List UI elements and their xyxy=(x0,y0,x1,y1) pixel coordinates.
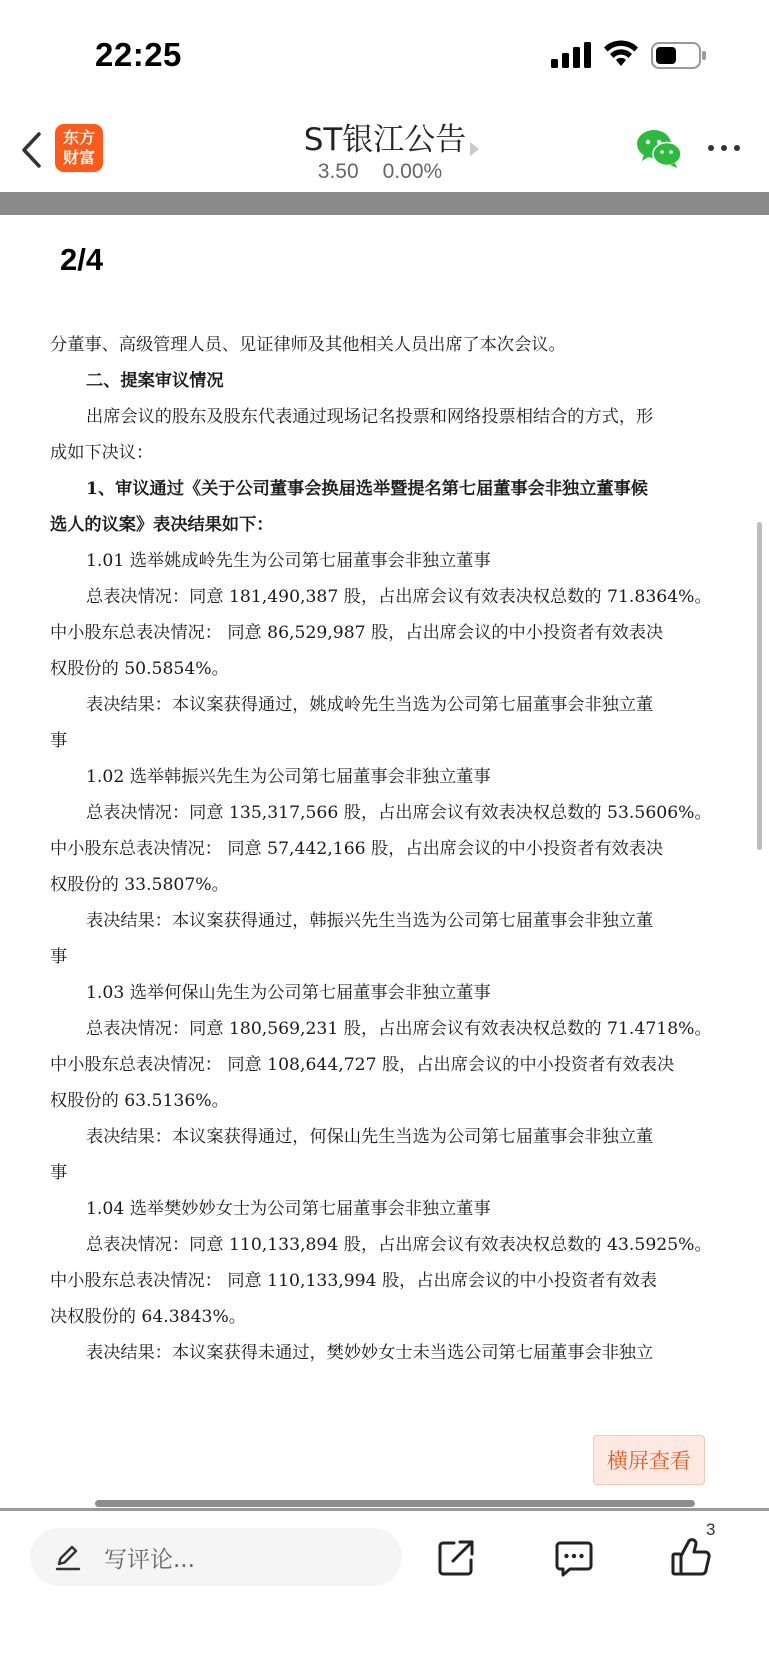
doc-line: 中小股东总表决情况： 同意 86,529,987 股，占出席会议的中小投资者有效表决 xyxy=(50,623,664,643)
doc-line: 决权股份的 64.3843%。 xyxy=(50,1307,246,1327)
doc-line: 事 xyxy=(50,1163,68,1183)
dot-icon xyxy=(721,145,727,151)
vertical-scrollbar[interactable] xyxy=(757,522,762,850)
doc-line: 出席会议的股东及股东代表通过现场记名投票和网络投票相结合的方式，形 xyxy=(86,407,654,427)
stock-price: 3.50 xyxy=(317,160,359,183)
doc-line: 总表决情况：同意 135,317,566 股，占出席会议有效表决权总数的 53.5606%。 xyxy=(86,803,712,823)
like-count: 3 xyxy=(706,1520,716,1539)
doc-line: 分董事、高级管理人员、见证律师及其他相关人员出席了本次会议。 xyxy=(50,335,566,355)
dot-icon xyxy=(734,145,740,151)
page-title: ST银江公告 xyxy=(303,122,467,158)
toolbar-divider xyxy=(0,192,769,215)
doc-line: 1.01 选举姚成岭先生为公司第七届董事会非独立董事 xyxy=(86,551,491,571)
doc-line: 表决结果：本议案获得通过，何保山先生当选为公司第七届董事会非独立董 xyxy=(86,1127,654,1147)
more-options-button[interactable] xyxy=(708,138,748,158)
doc-line: 权股份的 63.5136%。 xyxy=(50,1091,229,1111)
logo-line1: 东方 xyxy=(62,128,95,147)
comment-input[interactable] xyxy=(30,1528,402,1586)
doc-line: 1.03 选举何保山先生为公司第七届董事会非独立董事 xyxy=(86,983,491,1003)
announcement-document xyxy=(50,327,712,1371)
battery-icon xyxy=(651,42,707,69)
doc-line: 1.02 选举韩振兴先生为公司第七届董事会非独立董事 xyxy=(86,767,491,787)
doc-line: 权股份的 33.5807%。 xyxy=(50,875,229,895)
pencil-icon xyxy=(54,1543,82,1571)
page-indicator: 2/4 xyxy=(60,242,104,277)
doc-line: 中小股东总表决情况： 同意 57,442,166 股，占出席会议的中小投资者有效表决 xyxy=(50,839,664,859)
doc-line: 总表决情况：同意 110,133,894 股，占出席会议有效表决权总数的 43.5925%。 xyxy=(86,1235,712,1255)
landscape-view-button[interactable]: 横屏查看 xyxy=(593,1435,705,1485)
comment-placeholder: 写评论... xyxy=(104,1546,195,1573)
doc-proposal-heading: 1、审议通过《关于公司董事会换届选举暨提名第七届董事会非独立董事候 xyxy=(86,479,648,499)
wechat-share-icon[interactable] xyxy=(636,128,682,168)
logo-line2: 财富 xyxy=(62,148,95,167)
doc-line: 权股份的 50.5854%。 xyxy=(50,659,229,679)
bottom-divider xyxy=(0,1508,769,1511)
doc-line: 成如下决议： xyxy=(50,443,154,463)
stock-quote xyxy=(280,160,480,184)
eastmoney-logo[interactable] xyxy=(55,124,103,172)
doc-line: 事 xyxy=(50,947,68,967)
doc-line: 表决结果：本议案获得通过，韩振兴先生当选为公司第七届董事会非独立董 xyxy=(86,911,654,931)
chevron-left-icon xyxy=(20,131,42,169)
doc-line: 中小股东总表决情况： 同意 108,644,727 股，占出席会议的中小投资者有效表决 xyxy=(50,1055,675,1075)
comments-icon[interactable] xyxy=(554,1538,594,1578)
status-bar xyxy=(0,0,769,110)
doc-line: 中小股东总表决情况： 同意 110,133,994 股，占出席会议的中小投资者有效表 xyxy=(50,1271,657,1291)
share-icon[interactable] xyxy=(436,1538,476,1578)
cellular-signal-icon xyxy=(551,42,591,68)
nav-header xyxy=(0,110,769,192)
doc-line: 表决结果：本议案获得通过，姚成岭先生当选为公司第七届董事会非独立董 xyxy=(86,695,654,715)
thumbs-up-icon[interactable] xyxy=(670,1536,712,1578)
doc-proposal-heading: 选人的议案》表决结果如下： xyxy=(50,515,274,535)
horizontal-scrollbar[interactable] xyxy=(95,1500,695,1507)
play-arrow-icon[interactable] xyxy=(470,142,479,156)
back-button[interactable] xyxy=(16,130,46,170)
doc-line: 1.04 选举樊妙妙女士为公司第七届董事会非独立董事 xyxy=(86,1199,491,1219)
doc-line: 表决结果：本议案获得未通过，樊妙妙女士未当选公司第七届董事会非独立 xyxy=(86,1343,654,1363)
doc-line: 事 xyxy=(50,731,68,751)
dot-icon xyxy=(708,145,714,151)
wifi-icon xyxy=(604,40,638,68)
doc-section-heading: 二、提案审议情况 xyxy=(86,371,224,391)
status-time: 22:25 xyxy=(95,36,182,73)
doc-line: 总表决情况：同意 181,490,387 股，占出席会议有效表决权总数的 71.8364%。 xyxy=(86,587,712,607)
doc-line: 总表决情况：同意 180,569,231 股，占出席会议有效表决权总数的 71.4718%。 xyxy=(86,1019,712,1039)
stock-change: 0.00% xyxy=(382,160,443,183)
